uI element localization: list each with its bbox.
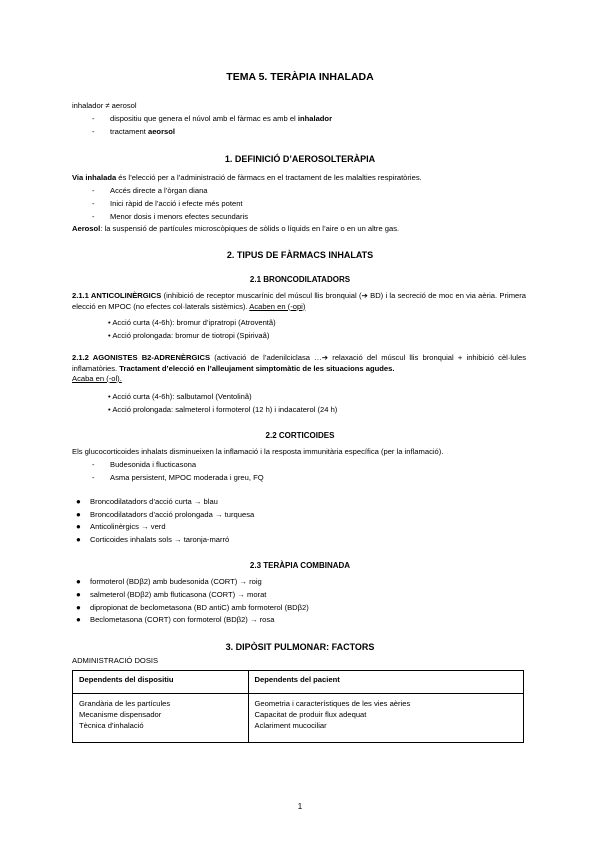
- combo-item: ● dipropionat de beclometasona (BD antiC) amb formoterol (BDβ2): [76, 603, 309, 612]
- table-row: [73, 694, 524, 743]
- section-heading-2: 2. TIPUS DE FÀRMACS INHALATS: [226, 250, 374, 260]
- corticoids-item: - Asma persistent, MPOC moderada i greu, FQ: [92, 473, 264, 482]
- color-item: ● Corticoides inhalats sols → taronja-marró: [76, 535, 230, 544]
- beta2-item: • Acció curta (4-6h): salbutamol (Ventolinâ): [108, 392, 252, 401]
- anticolinergics-suffix: Acaben en (-opi): [249, 301, 306, 311]
- table-cell-line: Mecanisme dispensador: [79, 710, 162, 719]
- intro-line: inhalador ≠ aerosol: [72, 101, 137, 110]
- corticoids-item: - Budesonida i flucticasona: [92, 460, 197, 469]
- s1-definition-bold: Via inhalada: [72, 173, 117, 182]
- intro-item: - tractament aeorsol: [92, 127, 175, 136]
- s1-item: - Accés directe a l’òrgan diana: [92, 186, 208, 195]
- s1-definition-text: és l’elecció per a l’administració de fàrmacs en el tractament de les malalties respiratòries.: [116, 173, 422, 182]
- beta2-item: • Acció prolongada: salmeterol i formoterol (12 h) i indacaterol (24 h): [108, 405, 338, 414]
- corticoids-item-text: Budesonida i flucticasona: [110, 460, 197, 469]
- color-item-text: Anticolinèrgics → verd: [90, 522, 166, 531]
- table-cell-line: Geometria i característiques de les vies aèries: [254, 699, 411, 708]
- anticolinergics-title: 2.1.1 ANTICOLINÈRGICS: [72, 291, 162, 300]
- section-heading-1: 1. DEFINICIÓ D’AEROSOLTERÀPIA: [224, 154, 376, 164]
- s1-aerosol-def: [72, 224, 399, 234]
- color-item: ● Broncodilatadors d’acció curta → blau: [76, 497, 218, 506]
- combo-item-text: salmeterol (BDβ2) amb fluticasona (CORT) → morat: [90, 590, 267, 599]
- anticolinergics-text: (inhibició de receptor muscarínic del múscul llis bronquial (➔ BD) i la secreció de moc en via aèria. Primera elecció en MPOC (no efectes col·laterals sistèmics).: [72, 291, 526, 311]
- combo-item: ● salmeterol (BDβ2) amb fluticasona (CORT) → morat: [76, 590, 267, 599]
- combo-item-text: Beclometasona (CORT) con formoterol (BDβ2) → rosa: [90, 615, 275, 624]
- corticoids-item-text: Asma persistent, MPOC moderada i greu, FQ: [110, 473, 264, 482]
- subsection-heading-2-2: 2.2 CORTICOIDES: [265, 431, 335, 440]
- subsection-heading-2-3: 2.3 TERÀPIA COMBINADA: [249, 561, 351, 570]
- combo-item-text: formoterol (BDβ2) amb budesonida (CORT) → roig: [90, 577, 262, 586]
- beta2-title: 2.1.2 AGONISTES Β2-ADRENÈRGICS: [72, 353, 211, 362]
- combo-item-text: dipropionat de beclometasona (BD antiC) amb formoterol (BDβ2): [90, 603, 309, 612]
- s1-definition: [72, 173, 422, 183]
- beta2-paragraph: [72, 353, 526, 385]
- factors-table: [72, 670, 524, 743]
- color-item-text: Broncodilatadors d’acció prolongada → turquesa: [90, 510, 255, 519]
- intro-item: - dispositiu que genera el núvol amb el fàrmac es amb el inhalador: [92, 114, 333, 123]
- s1-item: - Inici ràpid de l’acció i efecte més potent: [92, 199, 243, 208]
- color-item-text: Corticoides inhalats sols → taronja-marró: [90, 535, 230, 544]
- beta2-bold-text: Tractament d’elecció en l’alleujament simptomàtic de les situacions agudes.: [119, 363, 395, 373]
- intro-item-bold: aeorsol: [147, 127, 175, 136]
- corticoids-text: Els glucocorticoides inhalats disminueixen la inflamació i la resposta immunitària específica (per la inflamació).: [72, 447, 444, 456]
- color-item: ● Anticolinèrgics → verd: [76, 522, 166, 531]
- anticolinergics-item: • Acció curta (4-6h): bromur d’ipratropi (Atroventâ): [108, 318, 276, 327]
- section-heading-3: 3. DIPÒSIT PULMONAR: FACTORS: [225, 642, 375, 652]
- page-title: TEMA 5. TERÀPIA INHALADA: [226, 71, 374, 83]
- combo-item: ● formoterol (BDβ2) amb budesonida (CORT) → roig: [76, 577, 262, 586]
- intro-item-bold: inhalador: [297, 114, 333, 123]
- table-cell-line: Aclariment mucociliar: [254, 721, 327, 730]
- intro-item-text: tractament: [110, 127, 148, 136]
- color-item-text: Broncodilatadors d’acció curta → blau: [90, 497, 218, 506]
- table-cell-line: Tècnica d’inhalació: [79, 721, 144, 730]
- s1-aerosol-bold: Aerosol: [72, 224, 101, 233]
- anticolinergics-item: • Acció prolongada: bromur de tiotropi (Spirivaâ): [108, 331, 270, 340]
- table-cell-line: Capacitat de produir flux adequat: [254, 710, 367, 719]
- page-number: 1: [297, 802, 303, 811]
- intro-item-text: dispositiu que genera el núvol amb el fàrmac es amb el: [110, 114, 298, 123]
- anticolinergics-paragraph: [72, 291, 526, 312]
- s1-item-text: Menor dosis i menors efectes secundaris: [110, 212, 249, 221]
- section-3-subtitle: ADMINISTRACIÓ DOSIS: [72, 656, 159, 665]
- s1-item: - Menor dosis i menors efectes secundaris: [92, 212, 249, 221]
- beta2-suffix: Acaba en (-ol).: [72, 374, 122, 383]
- table-cell-line: Grandària de les partícules: [79, 699, 171, 708]
- s1-item-text: Accés directe a l’òrgan diana: [110, 186, 208, 195]
- s1-item-text: Inici ràpid de l’acció i efecte més potent: [110, 199, 243, 208]
- s1-aerosol-text: : la suspensió de partícules microscòpiques de sòlids o líquids en l’aire o en un altre gas.: [100, 224, 400, 233]
- table-cell-device: [73, 694, 249, 743]
- table-header-device: Dependents del dispositiu: [73, 671, 249, 694]
- beta2-text: (activació de l’adenilciclasa …➔ relaxació del múscul llis bronquial + inhibició cèl·lules inflamatòries.: [72, 353, 526, 373]
- table-header-row: [73, 671, 524, 694]
- combo-item: ● Beclometasona (CORT) con formoterol (BDβ2) → rosa: [76, 615, 275, 624]
- table-header-patient: Dependents del pacient: [248, 671, 523, 694]
- color-item: ● Broncodilatadors d’acció prolongada → turquesa: [76, 510, 255, 519]
- subsection-heading-2-1: 2.1 BRONCODILATADORS: [249, 275, 351, 284]
- table-cell-patient: [248, 694, 523, 743]
